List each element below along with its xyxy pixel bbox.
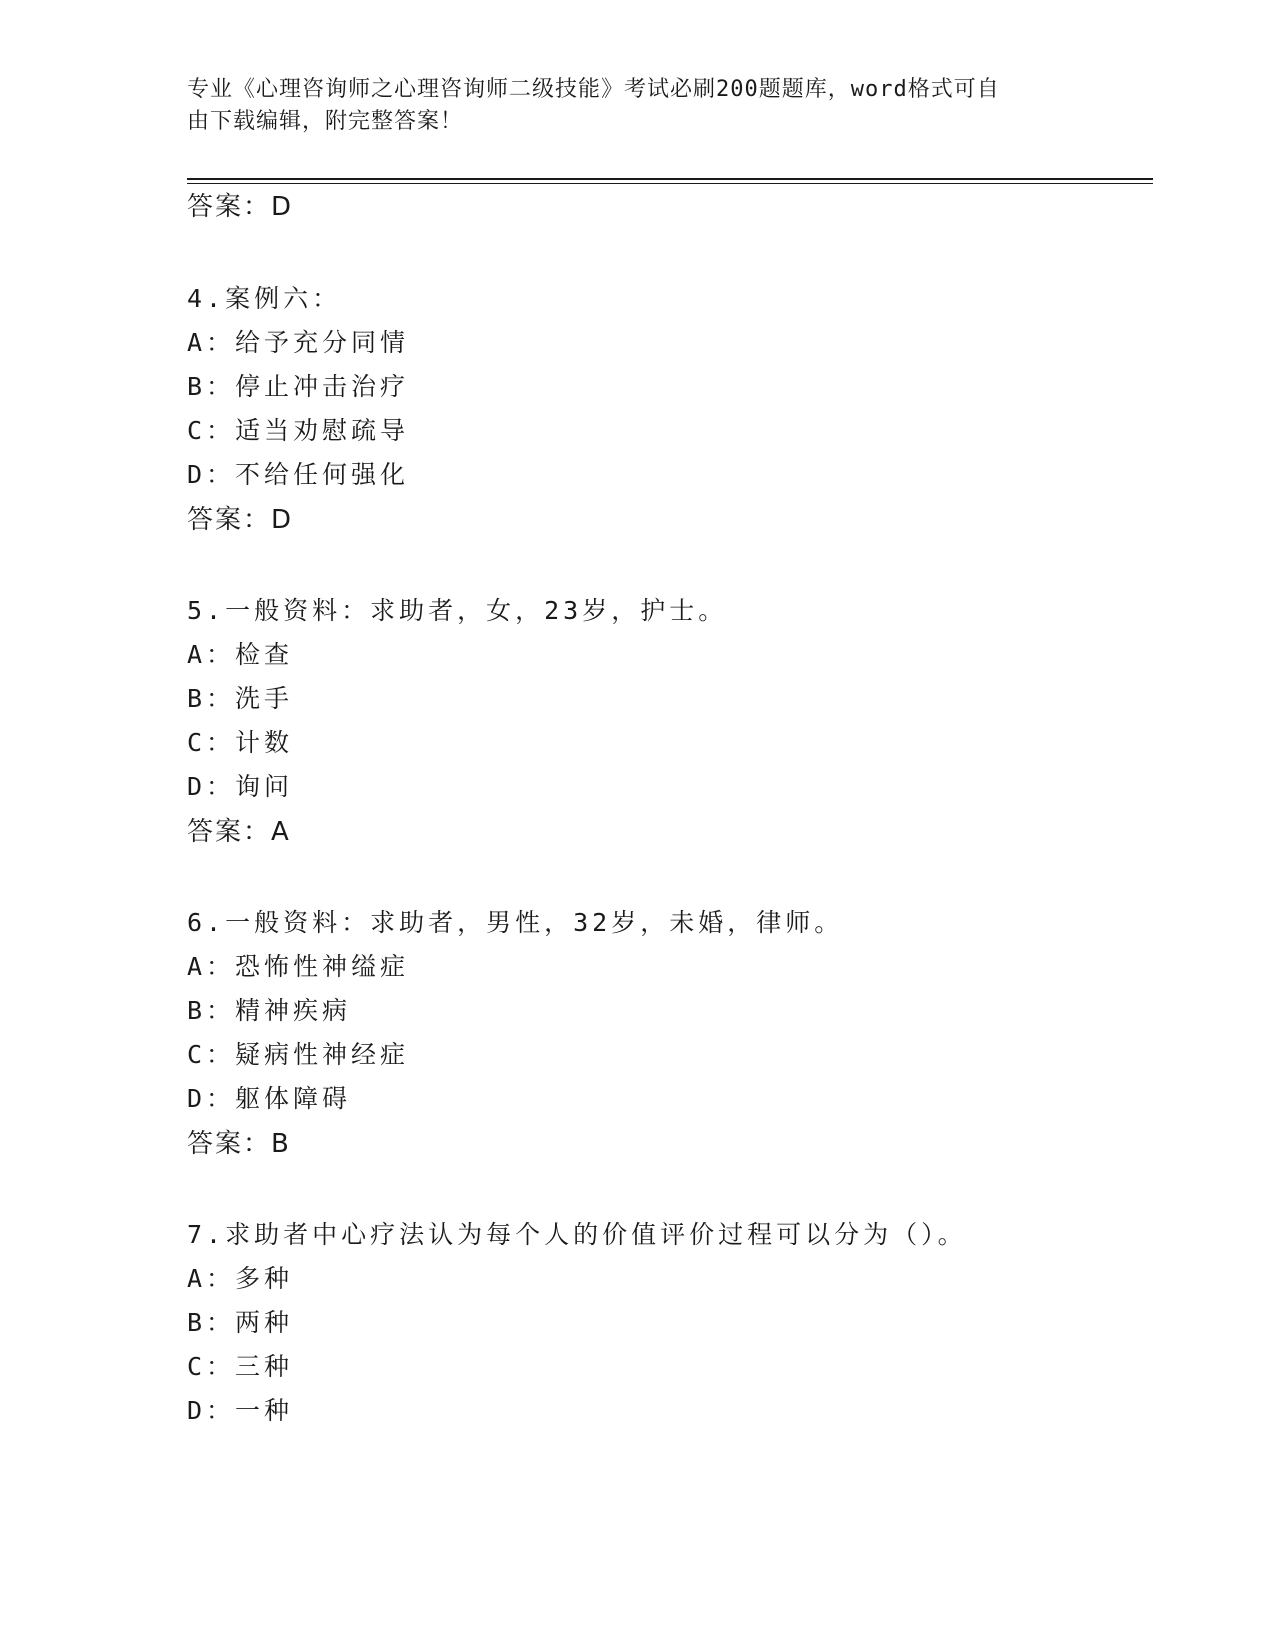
question-stem: 4.案例六： xyxy=(187,284,342,313)
option-a: A：检查 xyxy=(187,640,294,669)
question-stem: 7.求助者中心疗法认为每个人的价值评价过程可以分为（）。 xyxy=(187,1220,967,1249)
answer-line: 答案：D xyxy=(187,505,294,535)
header-divider-thick xyxy=(187,178,1153,180)
document-header xyxy=(187,74,1067,138)
option-b: B：精神疾病 xyxy=(187,996,352,1025)
header-line-1: 专业《心理咨询师之心理咨询师二级技能》考试必刷200题题库，word格式可自 xyxy=(187,77,1000,102)
header-divider-thin xyxy=(187,183,1153,184)
option-b: B：洗手 xyxy=(187,684,294,713)
answer-line: 答案：A xyxy=(187,817,291,847)
option-c: C：计数 xyxy=(187,728,294,757)
option-c: C：适当劝慰疏导 xyxy=(187,416,410,445)
option-a: A：恐怖性神缢症 xyxy=(187,952,410,981)
option-a: A：多种 xyxy=(187,1264,294,1293)
question-stem: 5.一般资料：求助者，女，23岁，护士。 xyxy=(187,596,728,625)
option-b: B：停止冲击治疗 xyxy=(187,372,410,401)
option-d: D：一种 xyxy=(187,1396,294,1425)
answer-line: 答案：D xyxy=(187,192,294,222)
header-line-2: 由下载编辑，附完整答案！ xyxy=(187,109,464,134)
answer-line: 答案：B xyxy=(187,1129,291,1159)
option-c: C：疑病性神经症 xyxy=(187,1040,410,1069)
option-a: A：给予充分同情 xyxy=(187,328,410,357)
option-d: D：不给任何强化 xyxy=(187,460,410,489)
option-b: B：两种 xyxy=(187,1308,294,1337)
option-d: D：躯体障碍 xyxy=(187,1084,352,1113)
option-c: C：三种 xyxy=(187,1352,294,1381)
question-stem: 6.一般资料：求助者，男性，32岁，未婚，律师。 xyxy=(187,908,844,937)
option-d: D：询问 xyxy=(187,772,294,801)
